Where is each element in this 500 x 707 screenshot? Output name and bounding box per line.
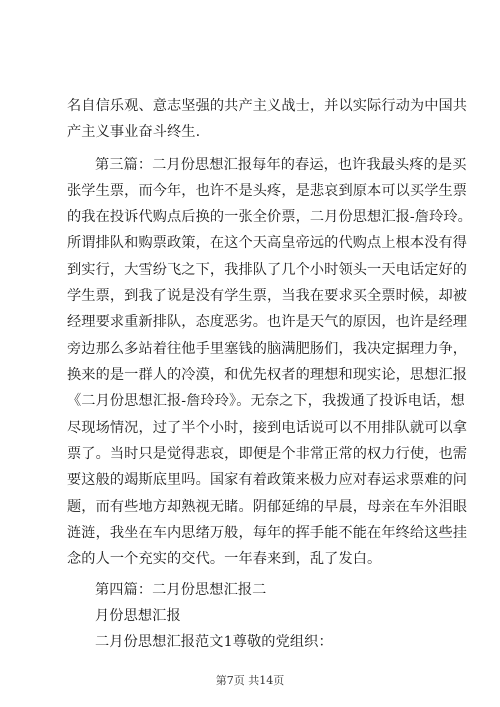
text-line: 产主义事业奋斗终生. xyxy=(67,124,201,140)
text-line: 名自信乐观、意志坚强的共产主义战士，并以实际行动为中国共 xyxy=(67,98,468,114)
text-line: 经理要求重新排队，态度恶劣。也许是天气的原因，也许是经理 xyxy=(67,314,468,330)
page-number-footer: 第7页 共14页 xyxy=(215,674,285,687)
text-line: 二月份思想汇报范文1尊敬的党组织： xyxy=(95,634,333,650)
text-line: 尽现场情况，过了半个小时，接到电话说可以不用排队就可以拿 xyxy=(67,420,468,436)
text-line: 涟涟，我坐在车内思绪万般，每年的挥手能不能在年终给这些挂 xyxy=(67,525,468,541)
section-heading-3: 第三篇：二月份思想汇报每年的春运，也许我最头疼的是买 xyxy=(95,157,467,173)
text-line: 旁边那么多站着往他手里塞钱的脑满肥肠们，我决定据理力争， xyxy=(67,341,468,357)
text-line: 月份思想汇报 xyxy=(95,608,181,624)
text-line: 念的人一个充实的交代。一年春来到，乱了发白。 xyxy=(67,551,382,567)
text-line: 题，而有些地方却熟视无睹。阴郁延绵的早晨，母亲在车外泪眼 xyxy=(67,499,468,515)
text-line: 到实行，大雪纷飞之下，我排队了几个小时领头一天电话定好的 xyxy=(67,262,468,278)
text-line: 的我在投诉代购点后换的一张全价票，二月份思想汇报-詹玲玲。 xyxy=(67,209,472,225)
section-heading-4: 第四篇：二月份思想汇报二 xyxy=(95,582,267,598)
text-line: 所谓排队和购票政策，在这个天高皇帝远的代购点上根本没有得 xyxy=(67,235,468,251)
text-line: 张学生票，而今年，也许不是头疼，是悲哀到原本可以买学生票 xyxy=(67,183,468,199)
text-line: 学生票，到我了说是没有学生票，当我在要求买全票时候，却被 xyxy=(67,288,468,304)
text-line: 票了。当时只是觉得悲哀，即便是个非常正常的权力行使，也需 xyxy=(67,446,468,462)
text-line: 换来的是一群人的冷漠，和优先权者的理想和现实论，思想汇报 xyxy=(67,367,468,383)
text-line: 要这般的竭斯底里吗。国家有着政策来极力应对春运求票难的问 xyxy=(67,472,468,488)
text-line: 《二月份思想汇报-詹玲玲》。无奈之下，我拨通了投诉电话，想 xyxy=(67,393,465,409)
